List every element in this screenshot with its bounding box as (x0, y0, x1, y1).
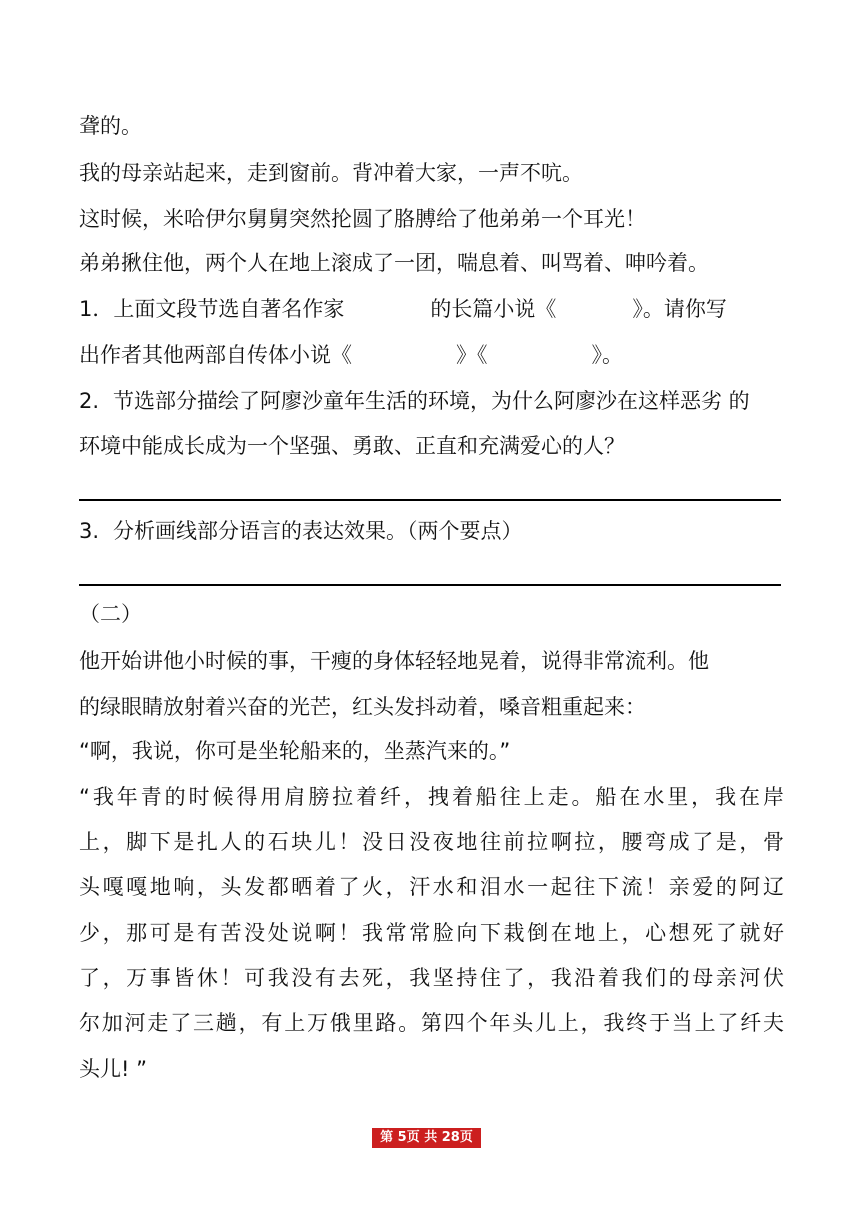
passage-two-line: “我年青的时候得用肩膀拉着纤，拽着船往上走。船在水里，我在岸 (79, 785, 784, 809)
answer-line[interactable] (79, 584, 781, 586)
question-1-other-works-prompt: 出作者其他两部自传体小说《 (79, 343, 352, 367)
question-1-separator: 》《 (456, 343, 488, 367)
passage-two-line: 的绿眼睛放射着兴奋的光芒，红头发抖动着，嗓音粗重起来： (79, 695, 646, 719)
question-2-text: 节选部分描绘了阿廖沙童年生活的环境，为什么阿廖沙在这样恶劣 的 (113, 389, 750, 413)
question-3-text: 分析画线部分语言的表达效果。（两个要点） (113, 519, 523, 543)
passage-two-line: 少，那可是有苦没处说啊！我常常脸向下栽倒在地上，心想死了就好 (79, 921, 784, 945)
question-3-number: 3. (79, 519, 100, 543)
question-3-line (79, 511, 784, 551)
passage-two-line: 头嘎嘎地响，头发都晒着了火，汗水和泪水一起往下流！亲爱的阿辽 (79, 875, 784, 899)
question-2-line-1 (79, 381, 784, 421)
passage-one-line: 聋的。 (79, 114, 142, 138)
section-heading: （二） (79, 602, 142, 626)
question-1-suffix: 》。请你写 (632, 297, 727, 321)
passage-two-line: 他开始讲他小时候的事，干瘦的身体轻轻地晃着，说得非常流利。他 (79, 649, 709, 673)
question-1-line-2 (79, 335, 784, 375)
passage-one-line: 弟弟揪住他，两个人在地上滚成了一团，喘息着、叫骂着、呻吟着。 (79, 251, 709, 275)
passage-one-line: 我的母亲站起来，走到窗前。背冲着大家，一声不吭。 (79, 161, 583, 185)
question-1-line-1 (79, 289, 784, 329)
page-number-badge: 第 5页 共 28页 (372, 1128, 481, 1148)
question-2-number: 2. (79, 389, 100, 413)
answer-line[interactable] (79, 499, 781, 501)
question-2-line-2: 环境中能成长成为一个坚强、勇敢、正直和充满爱心的人？ (79, 434, 625, 458)
passage-two-line: 了，万事皆休！可我没有去死，我坚持住了，我沿着我们的母亲河伏 (79, 966, 784, 990)
question-1-novel-prefix: 的长篇小说《 (430, 297, 557, 321)
passage-two-line: “啊，我说，你可是坐轮船来的，坐蒸汽来的。” (79, 739, 511, 763)
passage-two-line: 尔加河走了三趟，有上万俄里路。第四个年头儿上，我终于当上了纤夫 (79, 1011, 784, 1035)
question-1-prompt: 1．上面文段节选自著名作家 (79, 297, 345, 321)
question-1-end: 》。 (591, 343, 623, 367)
passage-two-line: 头儿! ” (79, 1057, 147, 1081)
passage-two-line: 上，脚下是扎人的石块儿！没日没夜地往前拉啊拉，腰弯成了是，骨 (79, 830, 784, 854)
passage-one-line: 这时候，米哈伊尔舅舅突然抡圆了胳膊给了他弟弟一个耳光！ (79, 207, 646, 231)
